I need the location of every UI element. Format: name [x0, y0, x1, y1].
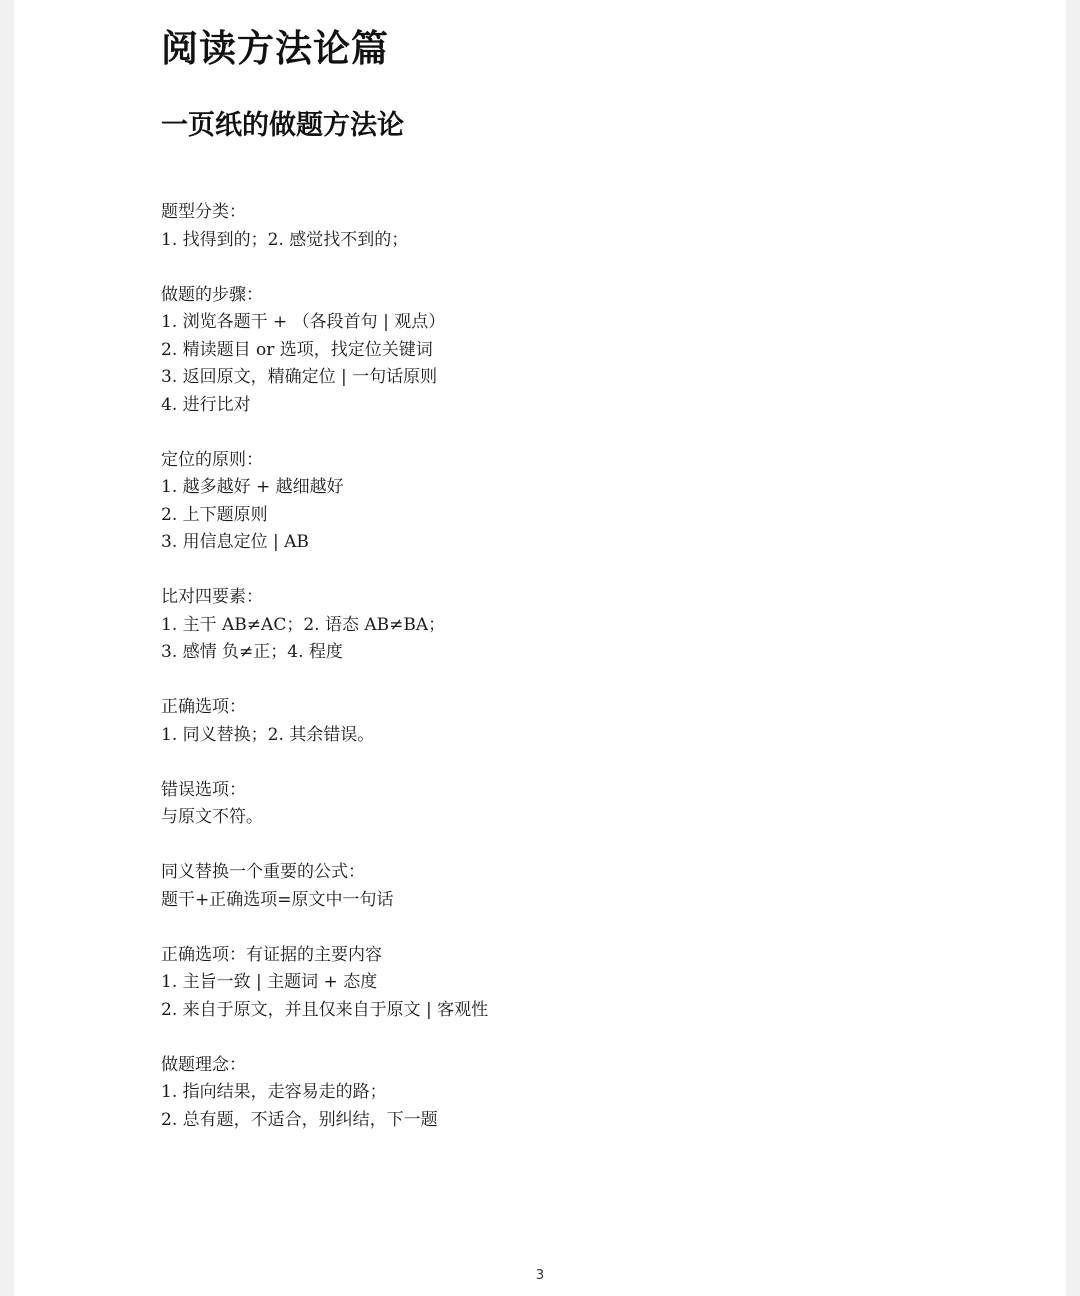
section-heading: 做题理念： — [161, 1054, 246, 1075]
page-title: 阅读方法论篇 — [161, 27, 389, 70]
sections-container — [161, 199, 1021, 1162]
section-solving-philosophy — [161, 1052, 1021, 1135]
section-heading: 比对四要素： — [161, 587, 263, 607]
section-heading: 定位的原则： — [161, 449, 263, 470]
section-line: 1. 主旨一致 | 主题词 + 态度 — [161, 972, 378, 992]
section-heading: 同义替换一个重要的公式： — [161, 862, 365, 882]
section-line: 4. 进行比对 — [161, 394, 251, 415]
section-synonym-formula — [161, 859, 1021, 914]
section-comparison-elements — [161, 584, 1021, 667]
section-line: 与原文不符。 — [161, 807, 263, 827]
section-question-types — [161, 199, 1021, 254]
section-line: 题干+正确选项=原文中一句话 — [161, 889, 394, 910]
page-subtitle: 一页纸的做题方法论 — [161, 110, 404, 141]
section-line: 2. 来自于原文，并且仅来自于原文 | 客观性 — [161, 999, 489, 1020]
section-heading: 错误选项： — [161, 779, 246, 800]
section-heading: 题型分类： — [161, 202, 246, 222]
section-line: 2. 精读题目 or 选项，找定位关键词 — [161, 339, 433, 360]
section-line: 2. 上下题原则 — [161, 504, 268, 525]
section-steps — [161, 282, 1021, 420]
section-line: 3. 用信息定位 | AB — [161, 532, 309, 552]
section-heading: 正确选项：有证据的主要内容 — [161, 944, 382, 965]
section-heading: 正确选项： — [161, 697, 246, 717]
section-line: 1. 浏览各题干 + （各段首句 | 观点） — [161, 312, 446, 332]
section-line: 2. 总有题，不适合，别纠结，下一题 — [161, 1109, 438, 1130]
section-line: 1. 找得到的；2. 感觉找不到的； — [161, 229, 409, 250]
section-wrong-options — [161, 777, 1021, 832]
section-line: 1. 越多越好 + 越细越好 — [161, 477, 344, 497]
section-line: 1. 同义替换；2. 其余错误。 — [161, 724, 375, 745]
section-correct-options — [161, 694, 1021, 749]
section-locating-principles — [161, 447, 1021, 557]
section-line: 3. 感情 负≠正；4. 程度 — [161, 642, 343, 662]
section-heading: 做题的步骤： — [161, 284, 263, 305]
section-evidence-content — [161, 942, 1021, 1025]
page-number: 3 — [535, 1268, 545, 1283]
section-line: 3. 返回原文，精确定位 | 一句话原则 — [161, 367, 438, 387]
section-line: 1. 主干 AB≠AC；2. 语态 AB≠BA； — [161, 614, 446, 635]
section-line: 1. 指向结果，走容易走的路； — [161, 1082, 387, 1102]
